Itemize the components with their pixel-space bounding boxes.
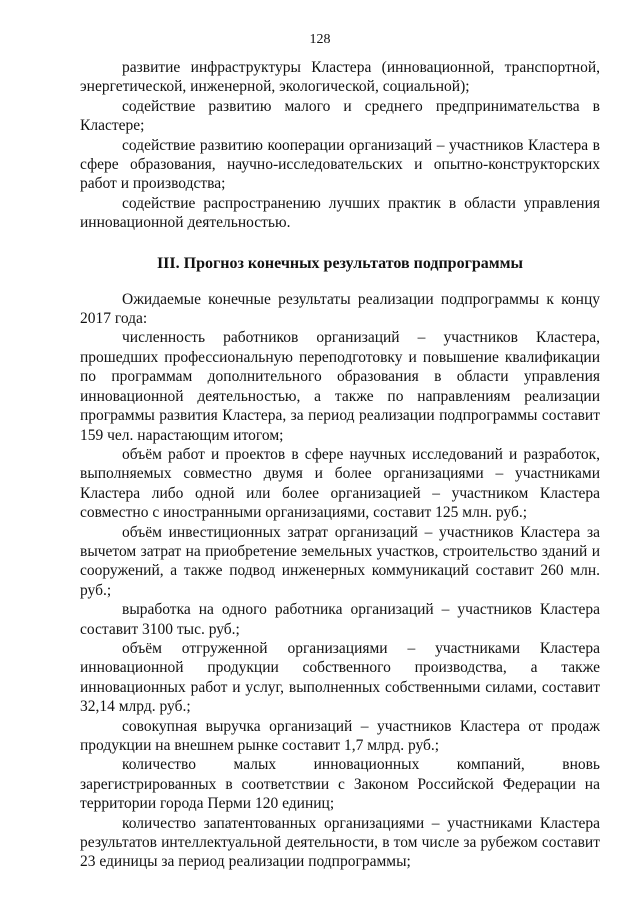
result-item: выработка на одного работника организаций – участников Кластера составит 3100 тыс. руб.; xyxy=(80,601,600,638)
intro-item: развитие инфраструктуры Кластера (инновационной, транспортной, энергетической, инженерной, экологической, социальной); xyxy=(80,59,600,96)
result-item: численность работников организаций – участников Кластера, прошедших профессиональную переподготовку и повышение квалификации по программам дополнительного образования в области управления инновационной деятельностью, а также по направлениям реализации программы развития Кластера, за период реализации подпрограммы составит 159 чел. нарастающим итогом; xyxy=(80,329,600,444)
page-number: 128 xyxy=(309,32,331,47)
result-item: объём работ и проектов в сфере научных исследований и разработок, выполняемых совместно двумя и более организациями – участниками Кластера либо одной или более организацией – участником Кластера совместно с иностранными организациями, составит 125 млн. руб.; xyxy=(80,445,600,522)
document-body xyxy=(80,58,600,872)
section-heading: III. Прогноз конечных результатов подпрограммы xyxy=(156,254,524,272)
result-item: совокупная выручка организаций – участников Кластера от продаж продукции на внешнем рынке составит 1,7 млрд. руб.; xyxy=(80,717,600,754)
intro-item: содействие развитию малого и среднего предпринимательства в Кластере; xyxy=(80,97,600,135)
result-item: количество запатентованных организациями – участниками Кластера результатов интеллектуальной деятельности, в том числе за рубежом составит 23 единицы за период реализации подпрограммы; xyxy=(80,814,600,871)
result-item: объём отгруженной организациями – участниками Кластера инновационной продукции собственного производства, а также инновационных работ и услуг, выполненных собственными силами, составит 32,14 млрд. руб.; xyxy=(80,639,600,716)
intro-item: содействие развитию кооперации организаций – участников Кластера в сфере образования, научно-исследовательских и опытно-конструкторских работ и производства; xyxy=(80,136,600,193)
result-item: количество малых инновационных компаний, вновь зарегистрированных в соответствии с Законом Российской Федерации на территории города Перми 120 единиц; xyxy=(80,756,600,813)
result-item: объём инвестиционных затрат организаций – участников Кластера за вычетом затрат на приобретение земельных участков, строительство зданий и сооружений, а также подвод инженерных коммуникаций составит 260 млн. руб.; xyxy=(80,523,600,599)
intro-item: содействие распространению лучших практик в области управления инновационной деятельностью. xyxy=(80,194,600,232)
lead-paragraph: Ожидаемые конечные результаты реализации подпрограммы к концу 2017 года: xyxy=(80,290,600,328)
